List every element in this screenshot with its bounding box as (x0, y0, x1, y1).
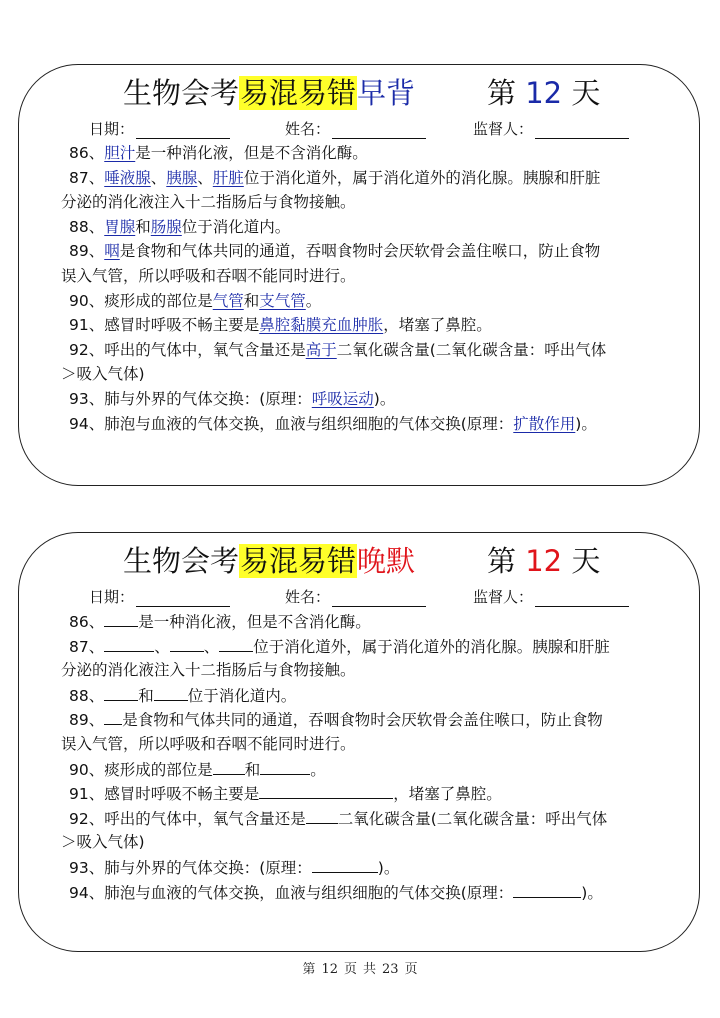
list-item: 分泌的消化液注入十二指肠后与食物接触。 (61, 661, 356, 680)
answer: 呼吸运动 (311, 389, 374, 408)
answer: 气管 (212, 291, 244, 310)
answer: 鼻腔黏膜充血肿胀 (259, 316, 384, 335)
answer: 肠腺 (150, 217, 182, 236)
answer-blank[interactable] (104, 707, 122, 725)
name-field[interactable] (285, 119, 426, 139)
answer-blank[interactable] (104, 609, 138, 627)
morning-review-card (18, 64, 700, 486)
total-pages: 23 (382, 962, 399, 977)
list-item: 88、 和 位于消化道内。 (69, 683, 679, 708)
question-list (61, 141, 679, 436)
title-text (123, 71, 415, 115)
day-number: 12 (525, 544, 563, 578)
answer: 唾液腺 (104, 168, 151, 187)
day-suffix: 天 (571, 544, 601, 578)
date-field[interactable] (89, 119, 230, 139)
supervisor-blank[interactable] (535, 590, 629, 607)
day-number: 12 (525, 76, 563, 110)
list-item: 90、痰形成的部位是气管和支气管。 (69, 291, 322, 310)
list-item: 误入气管，所以呼吸和吞咽不能同时进行。 (61, 734, 356, 753)
list-item: 88、胃腺和肠腺位于消化道内。 (69, 217, 291, 236)
name-blank[interactable] (332, 122, 426, 139)
answer-blank[interactable] (104, 634, 154, 652)
answer-blank[interactable] (213, 757, 245, 775)
footer-text: 页 (404, 962, 418, 977)
answer: 咽 (104, 242, 120, 261)
meta-row (19, 119, 699, 139)
list-item: 91、感冒时呼吸不畅主要是鼻腔黏膜充血肿胀，堵塞了鼻腔。 (69, 316, 492, 335)
title-prefix: 生物会考 (123, 76, 240, 110)
answer: 肝脏 (212, 168, 244, 187)
list-item: 92、呼出的气体中，氧气含量还是高于二氧化碳含量(二氧化碳含量：呼出气体 (69, 340, 607, 359)
name-blank[interactable] (332, 590, 426, 607)
title-suffix: 早背 (357, 76, 416, 110)
title-highlight: 易混易错 (240, 76, 357, 110)
answer: 胆汁 (104, 144, 136, 162)
page-footer (0, 958, 720, 977)
list-item: 93、肺与外界的气体交换：(原理： )。 (69, 855, 679, 880)
title-text (123, 539, 415, 583)
list-item: 93、肺与外界的气体交换：(原理：呼吸运动)。 (69, 389, 396, 408)
list-item: 89、 是食物和气体共同的通道，吞咽食物时会厌软骨会盖住喉口，防止食物 (69, 707, 679, 732)
meta-row (19, 587, 699, 607)
day-prefix: 第 (487, 76, 517, 110)
question-list (61, 609, 679, 904)
day-label (487, 71, 600, 115)
title-suffix: 晚默 (357, 544, 416, 578)
footer-text: 第 (302, 962, 316, 977)
evening-dictation-card (18, 532, 700, 952)
day-suffix: 天 (571, 76, 601, 110)
supervisor-label: 监督人： (473, 588, 534, 606)
answer-blank[interactable] (260, 757, 310, 775)
answer-blank[interactable] (312, 855, 378, 873)
page-number: 12 (321, 962, 338, 977)
list-item: 91、感冒时呼吸不畅主要是 ，堵塞了鼻腔。 (69, 781, 679, 806)
list-item: 89、咽是食物和气体共同的通道，吞咽食物时会厌软骨会盖住喉口，防止食物 (69, 242, 601, 261)
list-item: ＞吸入气体) (61, 365, 145, 384)
list-item: 87、 、 、 位于消化道外，属于消化道外的消化腺。胰腺和肝脏 (69, 634, 679, 659)
list-item: 90、痰形成的部位是 和 。 (69, 757, 679, 782)
answer: 胰腺 (166, 168, 198, 187)
day-label (487, 539, 600, 583)
day-prefix: 第 (487, 544, 517, 578)
list-item: 87、唾液腺、胰腺、肝脏位于消化道外，属于消化道外的消化腺。胰腺和肝脏 (69, 168, 601, 187)
list-item: 分泌的消化液注入十二指肠后与食物接触。 (61, 193, 356, 212)
list-item: ＞吸入气体) (61, 833, 145, 852)
list-item: 86、胆汁是一种消化液，但是不含消化酶。 (69, 144, 368, 162)
name-label: 姓名： (285, 120, 331, 138)
answer: 支气管 (259, 291, 306, 310)
title-highlight: 易混易错 (240, 544, 357, 578)
card-title (19, 539, 699, 583)
footer-text: 共 (363, 962, 377, 977)
answer: 胃腺 (104, 217, 136, 236)
list-item: 误入气管，所以呼吸和吞咽不能同时进行。 (61, 266, 356, 285)
answer: 扩散作用 (513, 414, 576, 433)
card-title (19, 71, 699, 115)
date-blank[interactable] (136, 122, 230, 139)
list-item: 94、肺泡与血液的气体交换，血液与组织细胞的气体交换(原理：扩散作用)。 (69, 414, 597, 433)
answer-blank[interactable] (170, 634, 204, 652)
answer: 高于 (305, 340, 337, 359)
name-field[interactable] (285, 587, 426, 607)
answer-blank[interactable] (219, 634, 253, 652)
list-item: 92、呼出的气体中，氧气含量还是 二氧化碳含量(二氧化碳含量：呼出气体 (69, 806, 679, 831)
date-field[interactable] (89, 587, 230, 607)
supervisor-field[interactable] (473, 119, 629, 139)
supervisor-label: 监督人： (473, 120, 534, 138)
title-prefix: 生物会考 (123, 544, 240, 578)
answer-blank[interactable] (306, 806, 338, 824)
list-item: 86、 是一种消化液，但是不含消化酶。 (69, 609, 679, 634)
answer-blank[interactable] (259, 781, 393, 799)
supervisor-blank[interactable] (535, 122, 629, 139)
list-item: 94、肺泡与血液的气体交换，血液与组织细胞的气体交换(原理： )。 (69, 880, 679, 905)
name-label: 姓名： (285, 588, 331, 606)
answer-blank[interactable] (154, 683, 188, 701)
answer-blank[interactable] (513, 880, 581, 898)
answer-blank[interactable] (104, 683, 138, 701)
date-blank[interactable] (136, 590, 230, 607)
footer-text: 页 (343, 962, 357, 977)
date-label: 日期： (89, 588, 135, 606)
date-label: 日期： (89, 120, 135, 138)
supervisor-field[interactable] (473, 587, 629, 607)
